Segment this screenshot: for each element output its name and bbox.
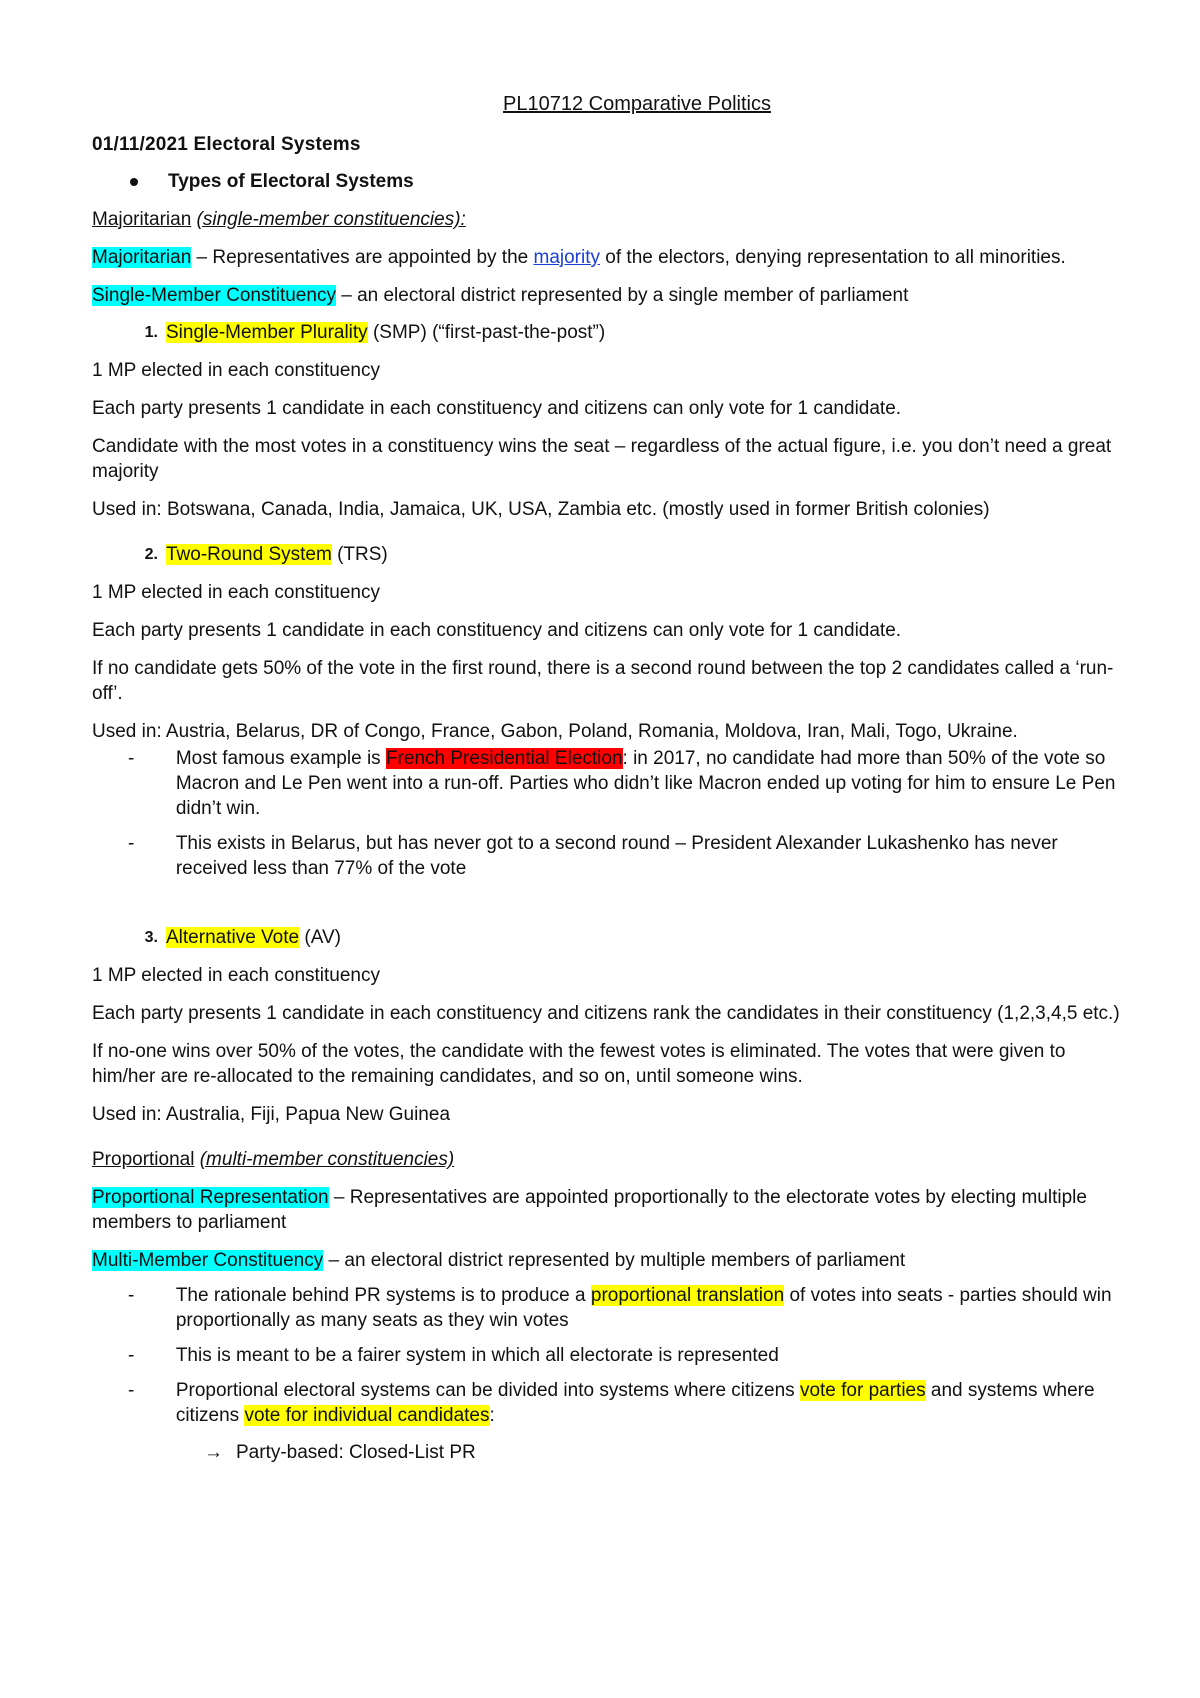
section-bullet-text: Types of Electoral Systems xyxy=(168,171,414,192)
arrow-right-icon: → xyxy=(204,1442,223,1463)
smp-p1: 1 MP elected in each constituency xyxy=(92,360,380,381)
term-trs: Two-Round System xyxy=(166,544,332,565)
trs-p2: Each party presents 1 candidate in each constituency and citizens can only vote for 1 candidate. xyxy=(92,620,902,641)
term-mmc: Multi-Member Constituency xyxy=(92,1250,324,1271)
trs-dash-2: - This exists in Belarus, but has never got to a second round – President Alexander Lukashenko has never received less than 77% of the vote xyxy=(128,833,1058,879)
term-vote-for-candidates: vote for individual candidates xyxy=(244,1405,490,1426)
av-p4: Used in: Australia, Fiji, Papua New Guinea xyxy=(92,1104,451,1125)
section-bullet xyxy=(92,169,1122,194)
term-pr: Proportional Representation xyxy=(92,1187,329,1208)
trs-p1: 1 MP elected in each constituency xyxy=(92,582,380,603)
pr-dash-1: - The rationale behind PR systems is to produce a proportional translation of votes into seats - parties should win proportionally as many seats as they win votes xyxy=(128,1285,1112,1331)
term-french-election: French Presidential Election xyxy=(385,748,623,769)
pr-arrow-item: → Party-based: Closed-List PR xyxy=(204,1442,476,1463)
av-p2: Each party presents 1 candidate in each constituency and citizens rank the candidates in their constituency (1,2,3,4,5 etc.) xyxy=(92,1003,1120,1024)
smp-p4: Used in: Botswana, Canada, India, Jamaica, UK, USA, Zambia etc. (mostly used in former British colonies) xyxy=(92,499,990,520)
av-p1: 1 MP elected in each constituency xyxy=(92,965,380,986)
trs-p4: Used in: Austria, Belarus, DR of Congo, France, Gabon, Poland, Romania, Moldova, Iran, Mali, Togo, Ukraine. xyxy=(92,721,1018,742)
pr-definition: Proportional Representation – Representatives are appointed proportionally to the electorate votes by electing multiple members to parliament xyxy=(92,1187,1087,1233)
smp-heading: 1. Single-Member Plurality (SMP) (“first-past-the-post”) xyxy=(144,322,606,343)
av-p3: If no-one wins over 50% of the votes, the candidate with the fewest votes is eliminated. The votes that were given to him/her are re-allocated to the remaining candidates, and so on, until someone wins. xyxy=(92,1041,1066,1087)
majority-link[interactable]: majority xyxy=(533,247,601,268)
date-heading: 01/11/2021 Electoral Systems xyxy=(92,134,361,155)
document-body xyxy=(92,90,1122,1465)
term-smp: Single-Member Plurality xyxy=(166,322,368,343)
majoritarian-heading: Majoritarian (single-member constituencies): xyxy=(92,209,466,230)
term-majoritarian: Majoritarian xyxy=(92,247,192,268)
term-proportional-translation: proportional translation xyxy=(590,1285,785,1306)
term-smc: Single-Member Constituency xyxy=(92,285,336,306)
proportional-heading: Proportional (multi-member constituencies) xyxy=(92,1149,455,1170)
pr-dash-2: - This is meant to be a fairer system in which all electorate is represented xyxy=(128,1345,779,1366)
document-title: PL10712 Comparative Politics xyxy=(503,93,771,115)
mmc-definition: Multi-Member Constituency – an electoral district represented by multiple members of parliament xyxy=(92,1250,906,1271)
smc-definition: Single-Member Constituency – an electoral district represented by a single member of parliament xyxy=(92,285,909,306)
trs-dash-1: - Most famous example is French Presidential Election: in 2017, no candidate had more than 50% of the vote so Macron and Le Pen went into a run-off. Parties who didn’t like Macron ended up voting for him to ensure Le Pen didn’t win. xyxy=(128,748,1116,819)
term-vote-for-parties: vote for parties xyxy=(799,1380,926,1401)
trs-p3: If no candidate gets 50% of the vote in the first round, there is a second round between the top 2 candidates called a ‘run-off’. xyxy=(92,658,1114,704)
smp-p2: Each party presents 1 candidate in each constituency and citizens can only vote for 1 candidate. xyxy=(92,398,902,419)
smp-p3: Candidate with the most votes in a constituency wins the seat – regardless of the actual figure, i.e. you don’t need a great majority xyxy=(92,436,1112,482)
majoritarian-definition: Majoritarian – Representatives are appointed by the majority of the electors, denying representation to all minorities. xyxy=(92,247,1066,268)
trs-heading: 2. Two-Round System (TRS) xyxy=(144,544,388,565)
av-heading: 3. Alternative Vote (AV) xyxy=(144,927,341,948)
term-av: Alternative Vote xyxy=(166,927,300,948)
pr-dash-3: - Proportional electoral systems can be divided into systems where citizens vote for parties and systems where citizens vote for individual candidates: xyxy=(128,1380,1095,1426)
bullet-dot-icon xyxy=(130,178,138,186)
